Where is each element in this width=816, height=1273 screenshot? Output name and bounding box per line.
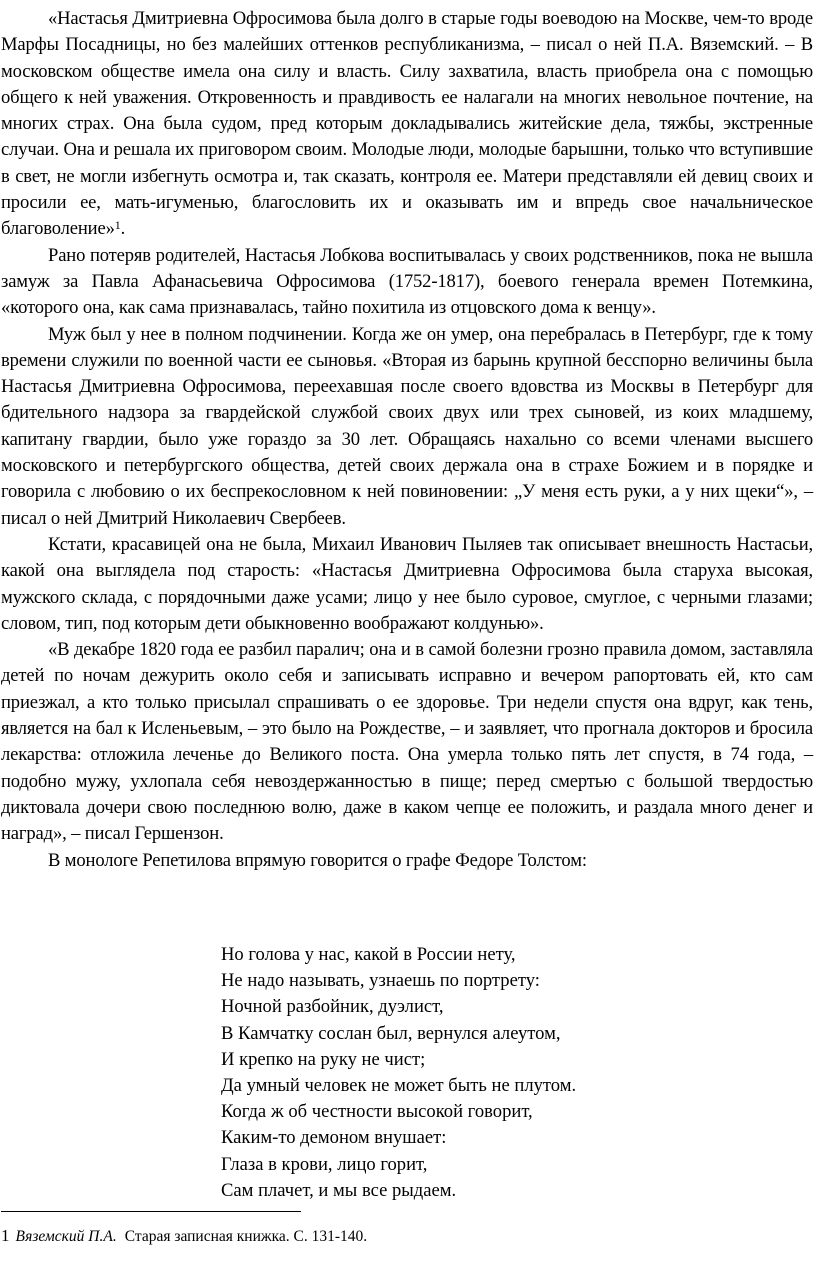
paragraph-husband: Муж был у нее в полном подчинении. Когда же он умер, она перебралась в Петербург, где к тому времени служили по военной части ее сыновья. «Вторая из барынь крупной бесспорно величины была Настасья Дмитриевна Офросимова, переехавшая после своего вдовства из Москвы в Петербург для бдительного надзора за гвардейской службой своих двух или трех сыновей, из коих младшему, капитану гвардии, было уже гораздо за 30 лет. Обращаясь нахально со всеми членами высшего московского и петербургского общества, детей своих держала она в страхе Божием и в порядке и говорила с любовию о их беспрекословном к ней повиновении: „У меня есть руки, а у них щеки“», – писал о ней Дмитрий Николаевич Свербеев. [1,323,813,529]
poem-line: Но голова у нас, какой в России нету, [221,944,516,965]
footnote-author: Вяземский П.А. [15,1228,117,1245]
poem-line: Ночной разбойник, дуэлист, [221,996,444,1018]
paragraph-appearance: Кстати, красавицей она не была, Михаил Иванович Пыляев так описывает внешность Настасьи, какой она выглядела под старость: «Настасья Дмитриевна Офросимова была старуха высокая, мужского склада, с порядочными даже усами; лицо у нее было суровое, смуглое, с черными глазами; словом, тип, под которым дети обыкновенно воображают колдунью». [1,533,813,634]
footnote-reference[interactable]: 1 [114,218,121,233]
poem-line: Сам плачет, и мы все рыдаем. [221,1179,457,1201]
body-text [1,6,813,874]
footnote [1,1226,367,1247]
footnote-text: Старая записная книжка. С. 131-140. [124,1228,368,1245]
poem-line: И крепко на руку не чист; [221,1048,426,1070]
poem-line: Каким-то демоном внушает: [221,1127,447,1149]
footnote-separator [1,1211,301,1212]
poem-quote [221,942,576,1204]
poem-line: В Камчатку сослан был, вернулся алеутом, [221,1022,561,1044]
paragraph-ofrosimova-vyazemsky [1,6,813,243]
footnote-mark: 1 [1,1226,10,1245]
paragraph-text: «Настасья Дмитриевна Офросимова была долго в старые годы воеводою на Москве, чем-то вроде Марфы Посадницы, но без малейших оттенков республиканизма, – писал о ней П.А. Вяземский. – В московском обществе имела она силу и власть. Силу захватила, власть приобрела она с помощью общего к ней уважения. Откровенность и правдивость ее налагали на многих невольное почтение, на многих страх. Она была судом, пред которым докладывались житейские дела, тяжбы, экстренные случаи. Она и решала их приговором своим. Молодые люди, молодые барышни, только что вступившие в свет, не могли избегнуть осмотра и, так сказать, контроля ее. Матери представляли ей девиц своих и просили ее, мать-игуменью, благословить их и оказывать им и впредь свое начальническое благоволение» [1,8,813,240]
paragraph-paralysis: «В декабре 1820 года ее разбил паралич; она и в самой болезни грозно правила домом, заставляла детей по ночам дежурить около себя и записывать исправно и вечером рапортовать ей, кто сам приезжал, а кто только присылал спрашивать о ее здоровье. Три недели спустя она вдруг, как тень, является на бал к Исленьевым, – это было на Рождестве, – и заявляет, что прогнала докторов и бросила лекарства: отложила леченье до Великого поста. Она умерла только пять лет спустя, в 74 года, – подобно мужу, ухлопала себя невоздержанностью в пище; перед смертью с большой твердостью диктовала дочери свою последнюю волю, даже в каком чепце ее положить, и раздала много денег и наград», – писал Гершензон. [1,639,813,845]
poem-line: Когда ж об честности высокой говорит, [221,1101,533,1123]
paragraph-parents: Рано потеряв родителей, Настасья Лобкова воспитывалась у своих родственников, пока не вышла замуж за Павла Афанасьевича Офросимова (1752-1817), боевого генерала времен Потемкина, «которого она, как сама признавалась, тайно похитила из отцовского дома к венцу». [1,244,813,319]
poem-line: Глаза в крови, лицо горит, [221,1153,428,1175]
paragraph-end-period: . [120,218,126,240]
poem-line: Да умный человек не может быть не плутом. [221,1075,577,1097]
paragraph-repetilov-intro: В монологе Репетилова впрямую говорится о графе Федоре Толстом: [48,849,587,871]
poem-line: Не надо называть, узнаешь по портрету: [221,970,540,992]
